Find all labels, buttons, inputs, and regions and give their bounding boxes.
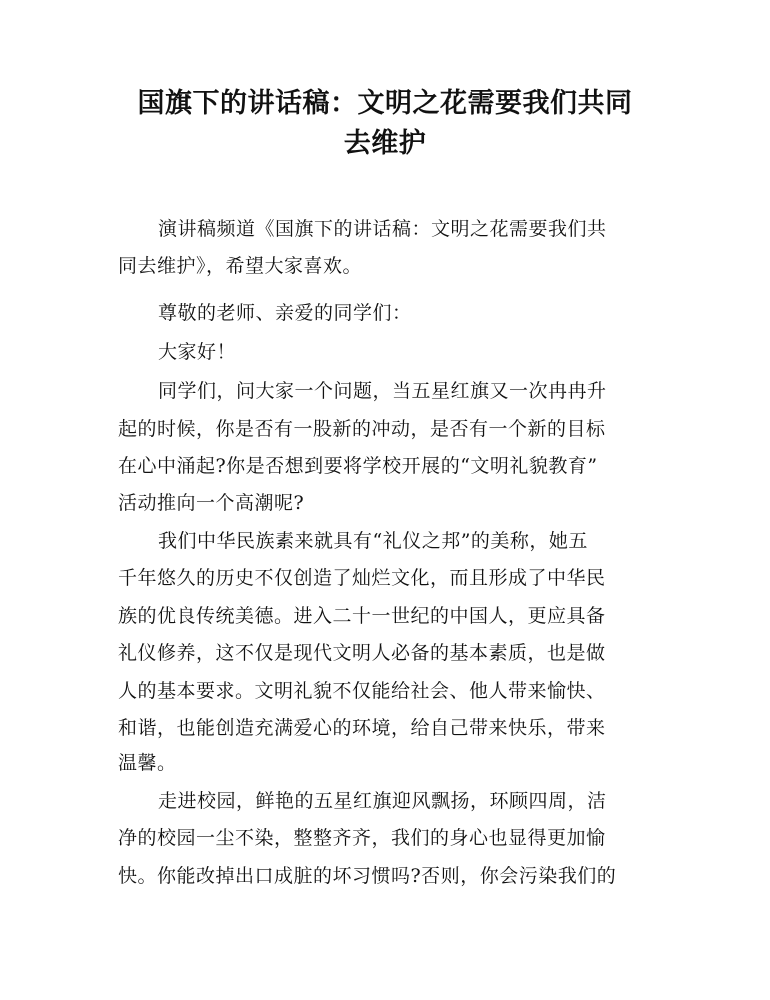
paragraph-intro-line-2: 同去维护》，希望大家喜欢。 — [118, 255, 363, 277]
paragraph-question-line-3: 在心中涌起?你是否想到要将学校开展的“文明礼貌教育” — [118, 455, 598, 477]
paragraph-campus-line-3: 快。你能改掉出口成脏的坏习惯吗?否则，你会污染我们的 — [118, 865, 617, 887]
paragraph-etiquette-line-5: 人的基本要求。文明礼貌不仅能给社会、他人带来愉快、 — [118, 680, 606, 702]
paragraph-campus-line-1: 走进校园，鲜艳的五星红旗迎风飘扬，环顾四周，洁 — [158, 790, 607, 812]
paragraph-question-line-4: 活动推向一个高潮呢? — [118, 492, 305, 514]
paragraph-question-line-2: 起的时候，你是否有一股新的冲动，是否有一个新的目标 — [118, 418, 606, 440]
paragraph-etiquette-line-1: 我们中华民族素来就具有“礼仪之邦”的美称，她五 — [158, 530, 588, 552]
greeting-line: 大家好！ — [158, 341, 237, 363]
paragraph-intro-line-1: 演讲稿频道《国旗下的讲话稿：文明之花需要我们共 — [158, 218, 607, 240]
paragraph-etiquette-line-2: 千年悠久的历史不仅创造了灿烂文化，而且形成了中华民 — [118, 567, 606, 589]
paragraph-question-line-1: 同学们，问大家一个问题，当五星红旗又一次冉冉升 — [158, 380, 607, 402]
paragraph-etiquette-line-4: 礼仪修养，这不仅是现代文明人必备的基本素质，也是做 — [118, 642, 606, 664]
paragraph-etiquette-line-3: 族的优良传统美德。进入二十一世纪的中国人，更应具备 — [118, 605, 606, 627]
document-title-line-2: 去维护 — [343, 128, 427, 159]
paragraph-etiquette-line-6: 和谐，也能创造充满爱心的环境，给自己带来快乐，带来 — [118, 717, 606, 739]
salutation-line: 尊敬的老师、亲爱的同学们： — [158, 302, 412, 324]
document-title-line-1: 国旗下的讲话稿：文明之花需要我们共同 — [137, 88, 633, 119]
paragraph-campus-line-2: 净的校园一尘不染，整整齐齐，我们的身心也显得更加愉 — [118, 827, 606, 849]
paragraph-etiquette-line-7: 温馨。 — [118, 752, 177, 774]
